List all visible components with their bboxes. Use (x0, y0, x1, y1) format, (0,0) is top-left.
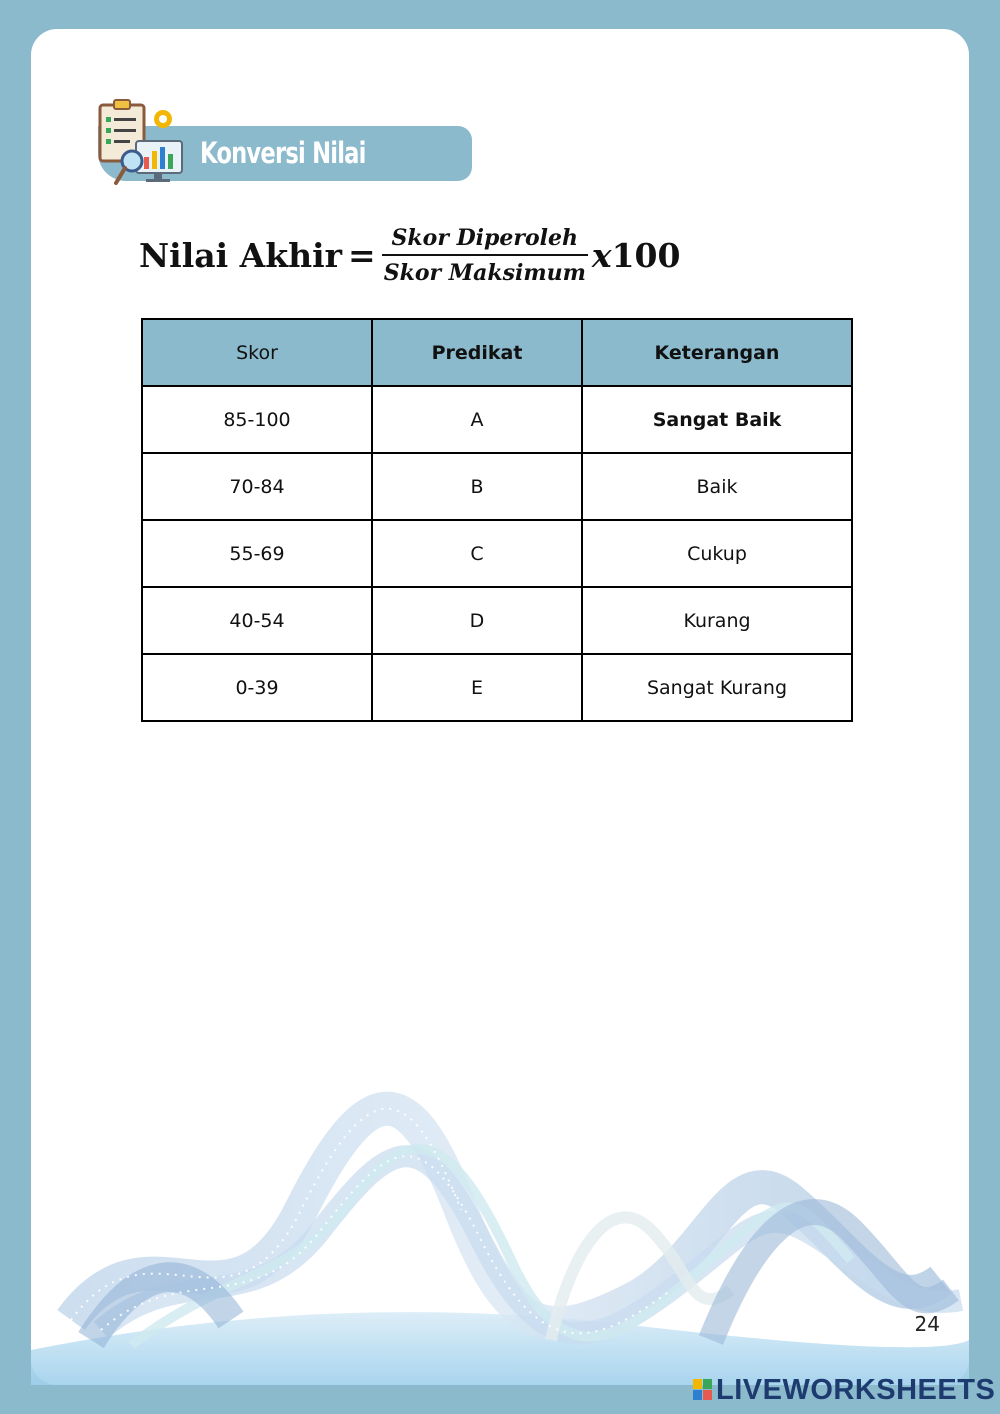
formula-equals: = (348, 235, 376, 275)
description-cell: Baik (582, 453, 852, 520)
fraction-bar (382, 254, 588, 256)
column-header-skor: Skor (142, 319, 372, 386)
table-header-row (142, 319, 852, 386)
multiply-symbol: x (591, 235, 612, 275)
table-row (142, 654, 852, 721)
score-range-cell: 55-69 (142, 520, 372, 587)
table-row (142, 587, 852, 654)
page-number: 24 (914, 1312, 940, 1336)
description-cell: Kurang (582, 587, 852, 654)
checklist-report-icon (96, 97, 186, 189)
grade-conversion-table (141, 318, 853, 722)
multiplier-value: 100 (611, 235, 681, 275)
predicate-cell: C (372, 520, 582, 587)
predicate-cell: B (372, 453, 582, 520)
table-row (142, 453, 852, 520)
score-range-cell: 40-54 (142, 587, 372, 654)
formula-fraction (382, 225, 588, 286)
section-title: Konversi Nilai (200, 136, 366, 170)
predicate-cell: A (372, 386, 582, 453)
description-cell: Cukup (582, 520, 852, 587)
score-range-cell: 0-39 (142, 654, 372, 721)
brand-name: LIVEWORKSHEETS (716, 1373, 996, 1406)
score-range-cell: 70-84 (142, 453, 372, 520)
brand-watermark (693, 1372, 995, 1408)
decorative-wave-illustration (31, 1090, 969, 1385)
column-header-keterangan: Keterangan (582, 319, 852, 386)
table-row (142, 386, 852, 453)
formula-multiplier (592, 236, 681, 275)
score-range-cell: 85-100 (142, 386, 372, 453)
brand-logo-icon (693, 1379, 713, 1401)
formula-numerator: Skor Diperoleh (391, 224, 579, 251)
predicate-cell: E (372, 654, 582, 721)
formula-lhs: Nilai Akhir (139, 235, 343, 275)
description-cell: Sangat Kurang (582, 654, 852, 721)
formula-denominator: Skor Maksimum (383, 259, 586, 286)
predicate-cell: D (372, 587, 582, 654)
column-header-predikat: Predikat (372, 319, 582, 386)
description-cell: Sangat Baik (582, 386, 852, 453)
score-formula (139, 220, 680, 290)
table-row (142, 520, 852, 587)
